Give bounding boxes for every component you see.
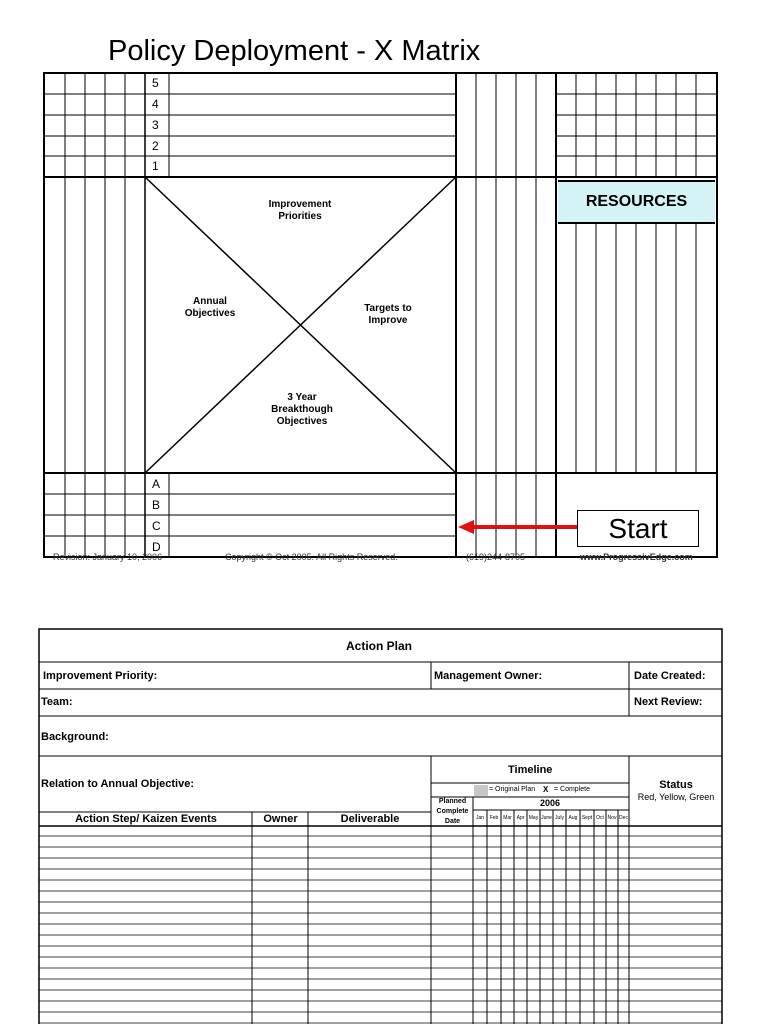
action-plan-heading: Action Plan [346,639,413,653]
row-label-d: D [152,540,161,554]
footer-website[interactable]: www.ProgressivEdge.com [580,552,693,562]
page-title: Policy Deployment - X Matrix [108,35,481,67]
row-label-b: B [152,498,161,512]
footer-copyright: Copyright © Oct 2005. All Rights Reserved. [225,552,398,562]
status-values: Red, Yellow, Green [637,792,715,802]
quadrant-breakthrough-objectives: 3 Year Breakthough Objectives [271,392,333,427]
next-review-label: Next Review: [634,696,703,708]
footer-revision: Revision: January 10, 2006 [53,552,163,562]
start-button[interactable]: Start [577,510,699,547]
relation-label: Relation to Annual Objective: [41,778,194,790]
column-deliverable: Deliverable [340,813,400,825]
resources-label: RESOURCES [585,193,688,210]
row-label-1: 1 [152,159,159,173]
month-sept: Sept [581,815,593,821]
month-oct: Oct [596,815,604,821]
month-jan: Jan [475,815,485,821]
row-label-2: 2 [152,139,159,153]
planned-line-2: Complete [436,808,469,815]
improvement-priority-label: Improvement Priority: [43,670,158,682]
timeline-label: Timeline [508,764,553,776]
resources-header [558,180,715,224]
row-label-4: 4 [152,97,159,111]
month-mar: Mar [503,815,512,821]
planned-line-1: Planned [438,798,467,805]
legend-complete: = Complete [554,786,590,793]
legend-original-plan: = Original Plan [489,786,536,793]
month-july: July [555,815,564,821]
month-dec: Dec [619,815,628,821]
planned-complete-date-label [432,797,473,827]
quadrant-targets-to-improve: Targets to Improve [364,303,412,326]
row-label-c: C [152,519,161,533]
status-label: Status [659,779,693,791]
column-owner: Owner [263,813,298,825]
row-label-3: 3 [152,118,159,132]
footer-phone: (619)244-8705 [466,552,526,562]
month-june: June [541,815,552,821]
quadrant-improvement-priorities: Improvement Priorities [268,199,332,222]
legend-x: X [543,785,549,794]
year-label: 2006 [540,798,561,808]
original-plan-swatch [474,785,488,796]
month-apr: Apr [516,815,525,821]
quadrant-annual-objectives: Annual Objectives [184,296,236,319]
month-may: May [528,815,539,821]
background-label: Background: [41,731,109,743]
date-created-label: Date Created: [634,670,706,682]
month-aug: Aug [568,815,578,821]
month-nov: Nov [607,815,617,821]
row-label-a: A [152,477,161,491]
column-action-step: Action Step/ Kaizen Events [75,813,217,825]
row-label-5: 5 [152,76,159,90]
team-label: Team: [41,696,73,708]
month-feb: Feb [489,815,499,821]
planned-line-3: Date [444,818,461,825]
management-owner-label: Management Owner: [434,670,543,682]
